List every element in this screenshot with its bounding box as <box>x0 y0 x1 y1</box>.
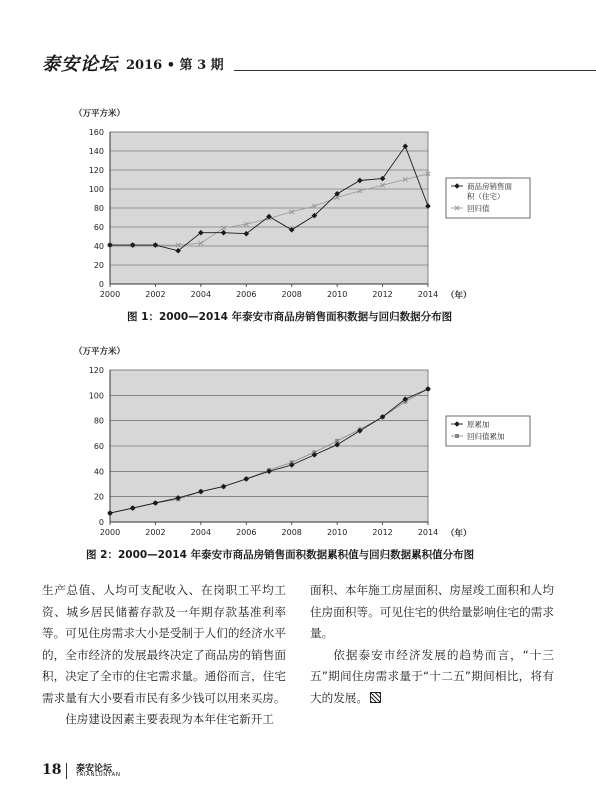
y-tick-label: 0 <box>98 518 104 527</box>
page-header <box>42 50 554 76</box>
body-paragraph: 面积、本年施工房屋面积、房屋竣工面积和人均住房面积等。可见住宅的供给量影响住宅的需求量。 <box>310 583 554 640</box>
body-right-column <box>310 580 554 709</box>
data-point <box>455 434 459 438</box>
page-footer <box>42 760 242 784</box>
footer-logo: 泰安论坛 <box>76 764 113 774</box>
figure-1-caption: 图 1：2000—2014 年泰安市商品房销售面积数据与回归数据分布图 <box>127 311 453 323</box>
y-tick-label: 40 <box>93 242 104 251</box>
x-tick-label: 2004 <box>190 528 212 537</box>
x-tick-label: 2008 <box>281 290 302 299</box>
y-tick-label: 60 <box>93 442 104 451</box>
x-tick-label: 2000 <box>99 290 121 299</box>
y-tick-label: 80 <box>93 204 104 213</box>
body-paragraph: 生产总值、人均可支配收入、在岗职工平均工资、城乡居民储蓄存款及一年期存款基准利率等。可见住房需求大小是受制于人们的经济水平的，全市经济的发展最终决定了商品房的销售面积，决定了全市的住宅需求量。通俗而言，住宅需求量有大小要看市民有多少钱可以用来买房。 <box>42 583 286 705</box>
y-tick-label: 60 <box>93 223 104 232</box>
body-paragraph: 住房建设因素主要表现为本年住宅新开工 <box>65 712 274 726</box>
legend-label: 回归值 <box>467 204 490 213</box>
page-number: 18 <box>42 762 62 778</box>
legend-label: 原累加 <box>467 420 490 429</box>
journal-brand: 泰安论坛 <box>42 54 118 75</box>
x-tick-label: 2004 <box>190 290 212 299</box>
x-tick-label: 2006 <box>236 528 257 537</box>
legend-label: 积（住宅） <box>467 192 505 201</box>
issue-label: 2016 • 第 3 期 <box>126 58 224 73</box>
y-tick-label: 0 <box>98 280 104 289</box>
y-tick-label: 100 <box>88 391 104 401</box>
x-tick-label: 2008 <box>281 528 302 537</box>
legend-label: 商品房销售面 <box>467 182 512 191</box>
y-tick-label: 40 <box>93 467 104 477</box>
x-tick-label: 2010 <box>326 290 348 299</box>
figure-1-chart <box>60 102 540 310</box>
y-tick-label: 120 <box>88 366 104 375</box>
x-axis-label: （年） <box>446 529 472 539</box>
figure-1 <box>60 102 540 310</box>
x-tick-label: 2012 <box>372 528 393 537</box>
body-paragraph-final <box>310 645 554 710</box>
body-paragraph-text: 依据泰安市经济发展的趋势而言，“十三五”期间住房需求量于“十二五”期间相比，将有大的发展。 <box>310 647 554 705</box>
y-tick-label: 160 <box>88 128 104 137</box>
y-tick-label: 20 <box>93 492 104 502</box>
legend-label: 回归值累加 <box>467 432 505 441</box>
x-axis-label: （年） <box>446 291 472 301</box>
figure-2-chart <box>60 340 540 548</box>
end-mark-icon <box>370 692 381 703</box>
x-tick-label: 2002 <box>145 528 166 537</box>
y-axis-label: （万平方米） <box>74 109 126 119</box>
x-tick-label: 2014 <box>417 290 439 299</box>
x-tick-label: 2000 <box>99 528 121 537</box>
y-axis-label: （万平方米） <box>74 347 126 357</box>
footer-logo-sub: TAIANLUNTAN <box>76 772 121 778</box>
footer-separator <box>66 763 67 779</box>
x-tick-label: 2010 <box>326 528 348 537</box>
x-tick-label: 2006 <box>236 290 257 299</box>
y-tick-label: 100 <box>88 185 104 194</box>
y-tick-label: 140 <box>88 147 104 156</box>
x-tick-label: 2002 <box>145 290 166 299</box>
y-tick-label: 120 <box>88 166 104 175</box>
figure-2 <box>60 340 540 548</box>
header-rule <box>234 70 596 71</box>
body-left-column <box>42 580 286 731</box>
figure-2-caption: 图 2：2000—2014 年泰安市商品房销售面积数据累积值与回归数据累积值分布图 <box>86 549 475 561</box>
y-tick-label: 80 <box>93 416 104 426</box>
x-tick-label: 2012 <box>372 290 393 299</box>
y-tick-label: 20 <box>93 261 104 270</box>
x-tick-label: 2014 <box>417 528 439 537</box>
